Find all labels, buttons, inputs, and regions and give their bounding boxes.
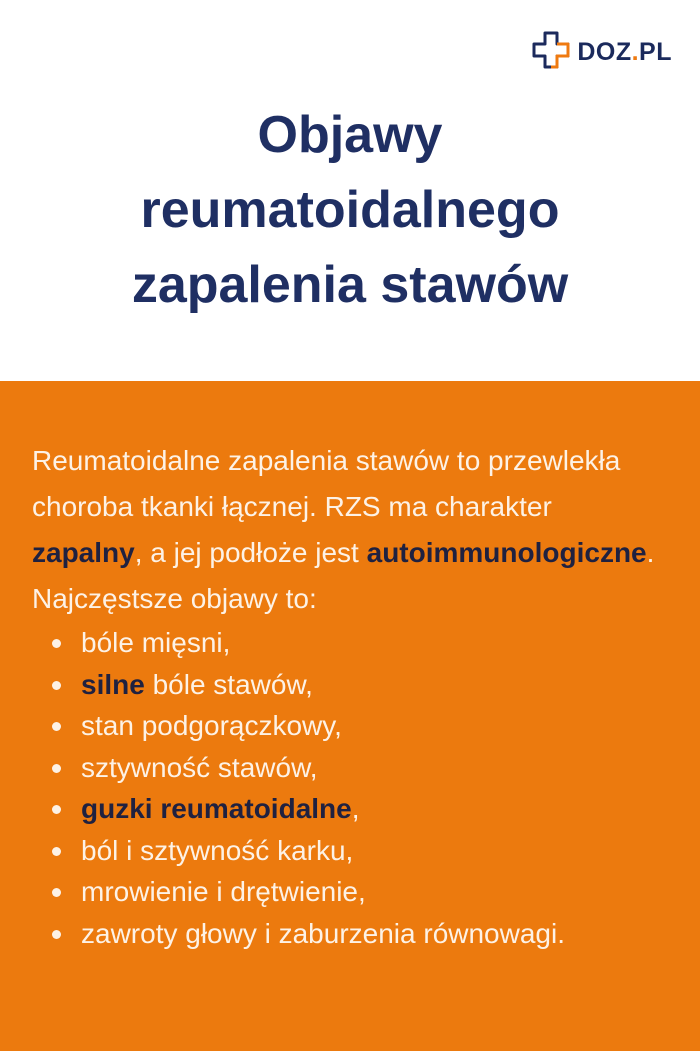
symptom-list bbox=[32, 622, 670, 954]
medical-cross-icon bbox=[531, 30, 571, 75]
highlight-autoimmunologiczne: autoimmunologiczne bbox=[366, 537, 647, 568]
intro-paragraph: Reumatoidalne zapalenia stawów to przewlekła choroba tkanki łącznej. RZS ma charakter zapalny, a jej podłoże jest autoimmunologiczne. Najczęstsze objawy to: bbox=[32, 445, 655, 614]
brand-logo[interactable] bbox=[531, 30, 672, 75]
title-line: Objawy bbox=[257, 106, 443, 164]
list-item: silne bóle stawów, bbox=[52, 664, 670, 706]
list-item: bóle mięsni, bbox=[52, 622, 670, 664]
list-item: zawroty głowy i zaburzenia równowagi. bbox=[52, 913, 670, 955]
logo-wordmark: DOZ.PL bbox=[577, 38, 672, 66]
content-panel bbox=[0, 381, 700, 1051]
list-item: sztywność stawów, bbox=[52, 747, 670, 789]
page-title bbox=[0, 98, 700, 323]
list-item: ból i sztywność karku, bbox=[52, 830, 670, 872]
header-section bbox=[0, 0, 700, 381]
highlight-zapalny: zapalny bbox=[32, 537, 135, 568]
title-line: reumatoidalnego bbox=[140, 181, 560, 239]
title-line: zapalenia stawów bbox=[131, 256, 569, 314]
list-item: guzki reumatoidalne, bbox=[52, 788, 670, 830]
list-item: stan podgorączkowy, bbox=[52, 705, 670, 747]
list-item: mrowienie i drętwienie, bbox=[52, 871, 670, 913]
